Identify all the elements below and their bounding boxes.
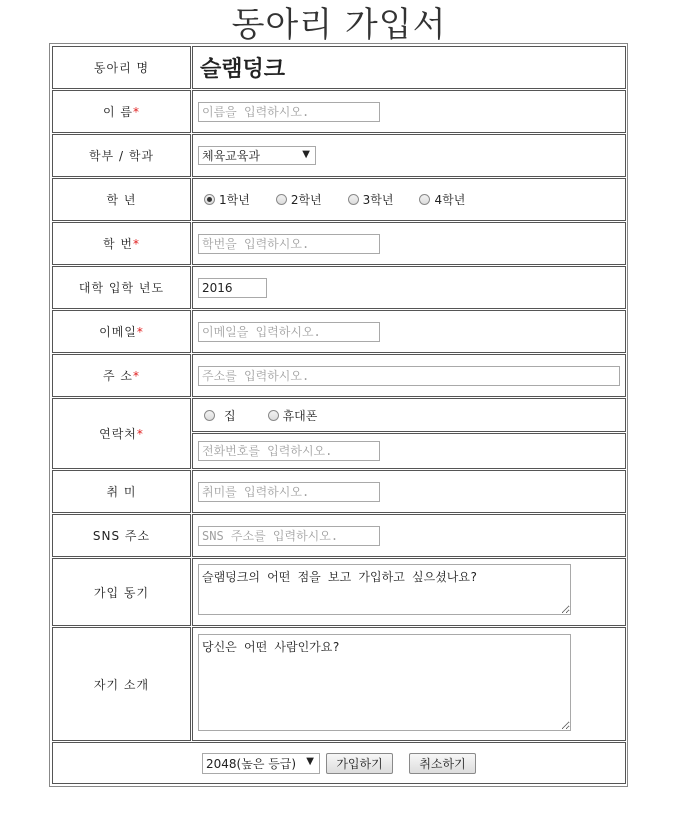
label-contact: 연락처 *: [52, 398, 191, 469]
contact-radio-mobile[interactable]: 휴대폰: [268, 407, 318, 424]
grade-radio-2[interactable]: 2학년: [276, 191, 322, 208]
radio-icon[interactable]: [348, 194, 359, 205]
sns-cell: [192, 514, 626, 557]
label-intro: 자기 소개: [52, 627, 191, 741]
hobby-input[interactable]: [198, 482, 380, 502]
club-name-cell: [192, 46, 626, 89]
label-grade: 학 년: [52, 178, 191, 221]
required-mark: *: [133, 104, 140, 119]
grade-radio-3[interactable]: 3학년: [348, 191, 394, 208]
student-id-cell: [192, 222, 626, 265]
radio-icon[interactable]: [276, 194, 287, 205]
address-cell: [192, 354, 626, 397]
dropdown-arrow-icon: ▼: [302, 149, 310, 160]
label-address: 주 소 *: [52, 354, 191, 397]
entry-year-cell: [192, 266, 626, 309]
footer-cell: [52, 742, 626, 784]
name-cell: [192, 90, 626, 133]
name-input[interactable]: [198, 102, 380, 122]
label-sns: SNS 주소: [52, 514, 191, 557]
label-hobby: 취 미: [52, 470, 191, 513]
grade-cell: [192, 178, 626, 221]
label-motive: 가입 동기: [52, 558, 191, 626]
hobby-cell: [192, 470, 626, 513]
dropdown-arrow-icon: ▼: [306, 755, 314, 767]
label-name: 이 름 *: [52, 90, 191, 133]
submit-button[interactable]: 가입하기: [326, 753, 393, 774]
cancel-button[interactable]: 취소하기: [409, 753, 476, 774]
student-id-input[interactable]: [198, 234, 380, 254]
label-email: 이메일 *: [52, 310, 191, 353]
radio-icon[interactable]: [204, 410, 215, 421]
grade-radio-4[interactable]: 4학년: [419, 191, 465, 208]
label-entry-year: 대학 입학 년도: [52, 266, 191, 309]
email-input[interactable]: [198, 322, 380, 342]
phone-input[interactable]: [198, 441, 380, 461]
key-grade-select[interactable]: 2048(높은 등급) ▼: [202, 753, 320, 774]
sns-input[interactable]: [198, 526, 380, 546]
label-department: 학부 / 학과: [52, 134, 191, 177]
club-name-value: 슬램덩크: [200, 57, 286, 82]
label-club-name: 동아리 명: [52, 46, 191, 89]
address-input[interactable]: [198, 366, 620, 386]
intro-textarea[interactable]: [198, 634, 571, 731]
motive-textarea[interactable]: [198, 564, 571, 615]
grade-radio-1[interactable]: 1학년: [204, 191, 250, 208]
department-cell: [192, 134, 626, 177]
page-title: 동아리 가입서: [231, 5, 447, 45]
radio-icon[interactable]: [419, 194, 430, 205]
phone-cell: [192, 433, 626, 469]
label-student-id: 학 번 *: [52, 222, 191, 265]
entry-year-input[interactable]: [198, 278, 267, 298]
contact-radio-home[interactable]: 집: [204, 407, 236, 424]
intro-cell: [192, 627, 626, 741]
department-select[interactable]: 체육교육과 ▼: [198, 146, 316, 165]
motive-cell: [192, 558, 626, 626]
radio-icon[interactable]: [268, 410, 279, 421]
radio-checked-icon[interactable]: [204, 194, 215, 205]
contact-radio-group: [204, 407, 343, 424]
email-cell: [192, 310, 626, 353]
grade-radio-group: [204, 191, 491, 208]
contact-type-cell: [192, 398, 626, 432]
